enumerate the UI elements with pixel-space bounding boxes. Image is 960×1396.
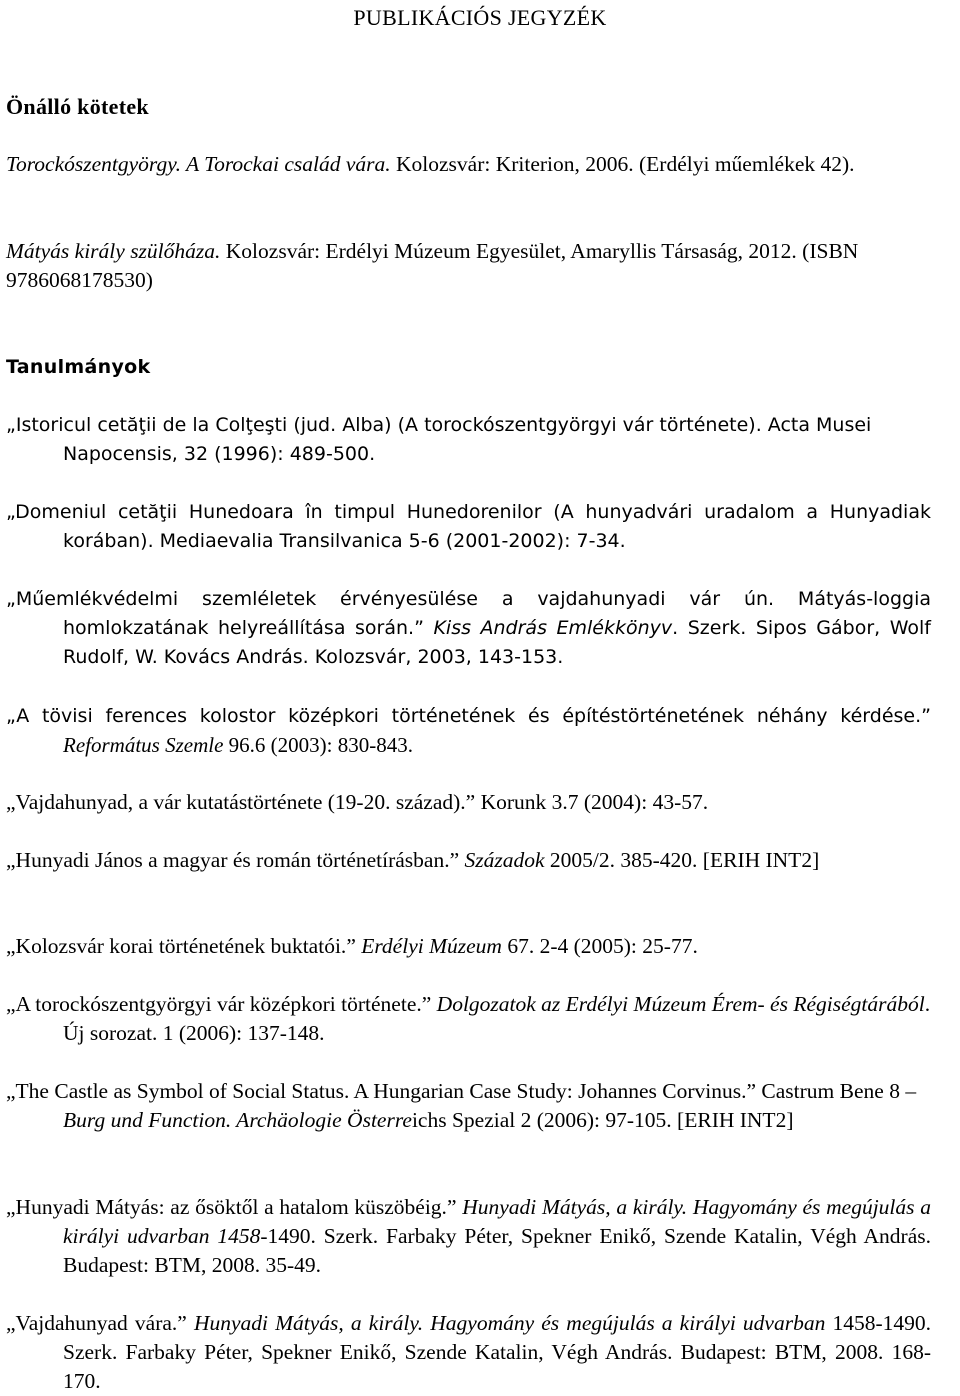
quote-mark: „ xyxy=(6,848,16,872)
quote-close: ” xyxy=(414,617,434,639)
journal-title: Református Szemle xyxy=(63,733,224,757)
book-details: Kolozsvár: Kriterion, 2006. (Erdélyi műemlékek 42). xyxy=(390,152,855,176)
study-details: (A hunyadvári uradalom a Hunyadiak korában). Mediaevalia Transilvanica 5-6 (2001-2002): 7-34. xyxy=(63,501,931,552)
study-entry xyxy=(6,411,931,469)
study-entry xyxy=(6,702,931,761)
study-details: 2005/2. 385-420. [ERIH INT2] xyxy=(544,848,820,872)
study-title: Istoricul cetăţii de la Colţeşti (jud. Alba) xyxy=(15,414,392,436)
section-heading-studies: Tanulmányok xyxy=(6,356,151,378)
study-title: Műemlékvédelmi szemléletek érvényesülése a vajdahunyadi vár ún. Mátyás-loggia homlokzatának helyreállítása során. xyxy=(15,588,931,639)
quote-mark: „ xyxy=(6,414,16,436)
quote-close: ” xyxy=(446,1195,463,1219)
study-entry xyxy=(6,846,931,875)
quote-mark: „ xyxy=(6,588,16,610)
quote-mark: „ xyxy=(6,1079,16,1103)
study-entry xyxy=(6,788,931,817)
quote-close: ” xyxy=(177,1311,194,1335)
journal-title: Századok xyxy=(464,848,545,872)
study-entry xyxy=(6,1193,931,1280)
journal-title: Erdélyi Múzeum xyxy=(361,934,502,958)
book-title: Mátyás király szülőháza. xyxy=(6,239,221,263)
study-details: 96.6 (2003): 830-843. xyxy=(223,733,413,757)
volume-title: Dolgozatok az Erdélyi Múzeum Érem- és Régiségtárából xyxy=(436,992,925,1016)
study-entry xyxy=(6,932,931,961)
study-title: Kolozsvár korai történetének buktatói. xyxy=(15,934,347,958)
quote-mark: „ xyxy=(6,992,16,1016)
study-title: A torockószentgyörgyi vár középkori története. xyxy=(15,992,422,1016)
section-heading-books: Önálló kötetek xyxy=(6,94,149,119)
quote-close: ” xyxy=(449,848,465,872)
volume-title: Burg und Function. Archäologie Österre xyxy=(63,1108,412,1132)
quote-mark: „ xyxy=(6,705,17,727)
study-details: ichs Spezial 2 (2006): 97-105. [ERIH INT2] xyxy=(411,1108,794,1132)
quote-mark: „ xyxy=(6,790,16,814)
study-details: 67. 2-4 (2005): 25-77. xyxy=(501,934,698,958)
study-details: -1490. Szerk. Farbaky Péter, Spekner Enikő, Szende Katalin, Végh András. Budapest: BTM, 2008. 35-49. xyxy=(63,1224,931,1277)
quote-mark: „ xyxy=(6,1311,16,1335)
quote-mark: „ xyxy=(6,934,16,958)
quote-mark: „ xyxy=(6,1195,16,1219)
book-entry xyxy=(6,237,934,295)
volume-title: Kiss András Emlékkönyv xyxy=(433,617,673,639)
volume-title: Hunyadi Mátyás, a király. Hagyomány és megújulás a királyi udvarban xyxy=(193,1311,826,1335)
volume-title: Hunyadi Mátyás, a király. Hagyomány és megújulás a királyi udvarban 1458 xyxy=(63,1195,931,1248)
study-details: . Új sorozat. 1 (2006): 137-148. xyxy=(63,992,931,1045)
page-title: PUBLIKÁCIÓS JEGYZÉK xyxy=(353,5,607,30)
study-details: 1458-1490. Szerk. Farbaky Péter, Spekner Enikő, Szende Katalin, Végh András. Budapest: BTM, 2008. 168-170. xyxy=(63,1311,932,1393)
study-title: Hunyadi János a magyar és román történetírásban. xyxy=(15,848,450,872)
quote-mark: „ xyxy=(6,501,16,523)
study-entry xyxy=(6,498,931,556)
study-details: (A torockószentgyörgyi vár története). Acta Musei Napocensis, 32 (1996): 489-500. xyxy=(63,414,872,465)
series-name: ” Castrum Bene 8 – xyxy=(746,1079,917,1103)
study-title: Vajdahunyad, a vár kutatástörténete (19-20. század). xyxy=(15,790,466,814)
study-title: Hunyadi Mátyás: az ősöktől a hatalom küszöbéig. xyxy=(15,1195,447,1219)
quote-close: ” xyxy=(346,934,362,958)
study-title: Vajdahunyad vára. xyxy=(15,1311,178,1335)
quote-close: ” xyxy=(421,992,437,1016)
book-title: Torockószentgyörgy. A Torockai család vára. xyxy=(6,152,391,176)
book-details: Kolozsvár: Erdélyi Múzeum Egyesület, Amaryllis Társaság, 2012. (ISBN 9786068178530) xyxy=(6,239,859,292)
study-entry xyxy=(6,1309,931,1396)
study-details: . Szerk. Sipos Gábor, Wolf Rudolf, W. Kovács András. Kolozsvár, 2003, 143-153. xyxy=(63,617,931,668)
quote-close: ” xyxy=(921,705,931,727)
study-title: A tövisi ferences kolostor középkori történetének és építéstörténetének néhány kérdése. xyxy=(16,705,922,727)
study-entry xyxy=(6,585,931,672)
study-title: Domeniul cetăţii Hunedoara în timpul Hunedorenilor xyxy=(15,501,542,523)
book-entry xyxy=(6,150,934,179)
study-entry xyxy=(6,990,931,1048)
study-entry xyxy=(6,1077,931,1135)
study-title: The Castle as Symbol of Social Status. A Hungarian Case Study: Johannes Corvinus. xyxy=(15,1079,747,1103)
study-details: ” Korunk 3.7 (2004): 43-57. xyxy=(465,790,709,814)
